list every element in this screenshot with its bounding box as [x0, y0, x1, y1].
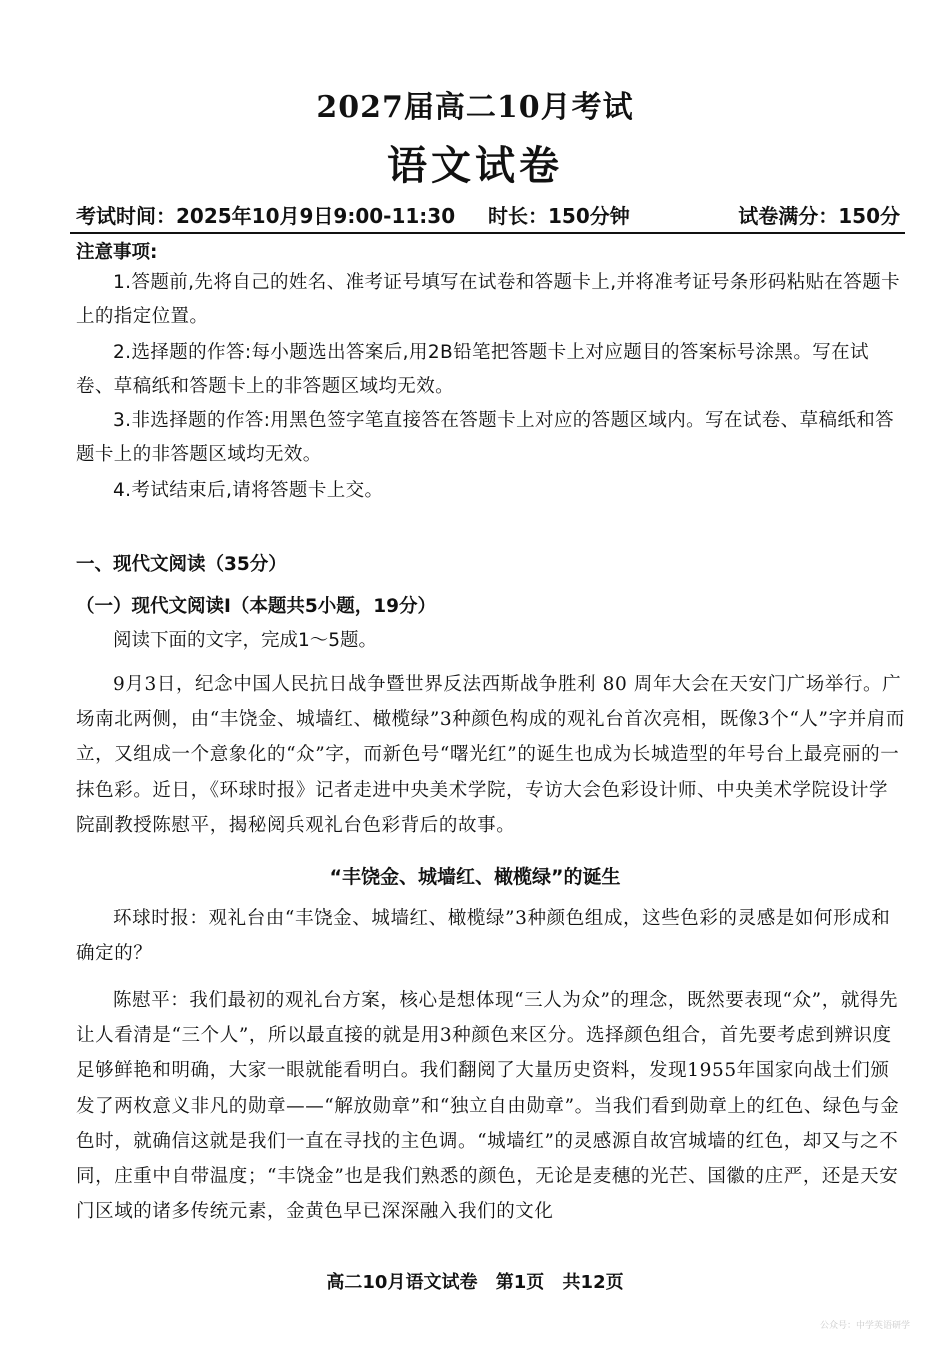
footer-label: 高二10月语文试卷: [326, 1272, 478, 1293]
paper-title: 语文试卷: [387, 142, 563, 189]
header-divider: [70, 232, 905, 234]
footer-page-total: 共12页: [562, 1272, 624, 1293]
article-paragraph: 环球时报：观礼台由“丰饶金、城墙红、橄榄绿”3种颜色组成，这些色彩的灵感是如何形成和确定的？: [76, 908, 891, 965]
note-item: 1.答题前,先将自己的姓名、准考证号填写在试卷和答题卡上,并将准考证号条形码粘贴在答题卡上的指定位置。: [76, 272, 901, 327]
note-item: 2.选择题的作答:每小题选出答案后,用2B铅笔把答题卡上对应题目的答案标号涂黑。写在试卷、草稿纸和答题卡上的非答题区域均无效。: [76, 342, 869, 397]
subsection-title: （一）现代文阅读Ⅰ（本题共5小题，19分）: [76, 596, 437, 617]
note-item: 3.非选择题的作答:用黑色签字笔直接答在答题卡上对应的答题区域内。写在试卷、草稿纸和答题卡上的非答题区域均无效。: [76, 410, 895, 465]
footer-page-number: 第1页: [495, 1272, 545, 1293]
reading-instruction: 阅读下面的文字，完成1～5题。: [113, 630, 378, 651]
article-paragraph: 9月3日，纪念中国人民抗日战争暨世界反法西斯战争胜利 80 周年大会在天安门广场举行。广场南北两侧，由“丰饶金、城墙红、橄榄绿”3种颜色构成的观礼台首次亮相，既像3个“人”字并肩而立，又组成一个意象化的“众”字，而新色号“曙光红”的诞生也成为长城造型的年号台上最亮丽的一抹色彩。近日，《环球时报》记者走进中央美术学院，专访大会色彩设计师、中央美术学院设计学院副教授陈慰平，揭秘阅兵观礼台色彩背后的故事。: [76, 674, 905, 836]
notes-heading: 注意事项:: [76, 242, 158, 263]
note-item: 4.考试结束后,请将答题卡上交。: [113, 480, 384, 501]
full-score: 试卷满分：150分: [738, 204, 900, 228]
exam-duration: 时长：150分钟: [488, 204, 630, 228]
section-title: 一、现代文阅读（35分）: [76, 554, 287, 575]
exam-title: 2027届高二10月考试: [316, 90, 634, 125]
page-footer: [0, 1268, 950, 1294]
exam-info-row: [76, 198, 900, 232]
article-paragraph: 陈慰平：我们最初的观礼台方案，核心是想体现“三人为众”的理念，既然要表现“众”，就得先让人看清是“三个人”，所以最直接的就是用3种颜色来区分。选择颜色组合，首先要考虑到辨识度足够鲜艳和明确，大家一眼就能看明白。我们翻阅了大量历史资料，发现1955年国家向战士们颁发了两枚意义非凡的勋章——“解放勋章”和“独立自由勋章”。当我们看到勋章上的红色、绿色与金色时，就确信这就是我们一直在寻找的主色调。“城墙红”的灵感源自故宫城墙的红色，却又与之不同，庄重中自带温度；“丰饶金”也是我们熟悉的颜色，无论是麦穗的光芒、国徽的庄严，还是天安门区域的诸多传统元素，金黄色早已深深融入我们的文化: [76, 990, 900, 1223]
watermark: 公众号：中学英语研学: [819, 1321, 910, 1331]
exam-time: 考试时间：2025年10月9日9:00-11:30: [76, 204, 456, 228]
article-subheading: “丰饶金、城墙红、橄榄绿”的诞生: [329, 866, 621, 888]
